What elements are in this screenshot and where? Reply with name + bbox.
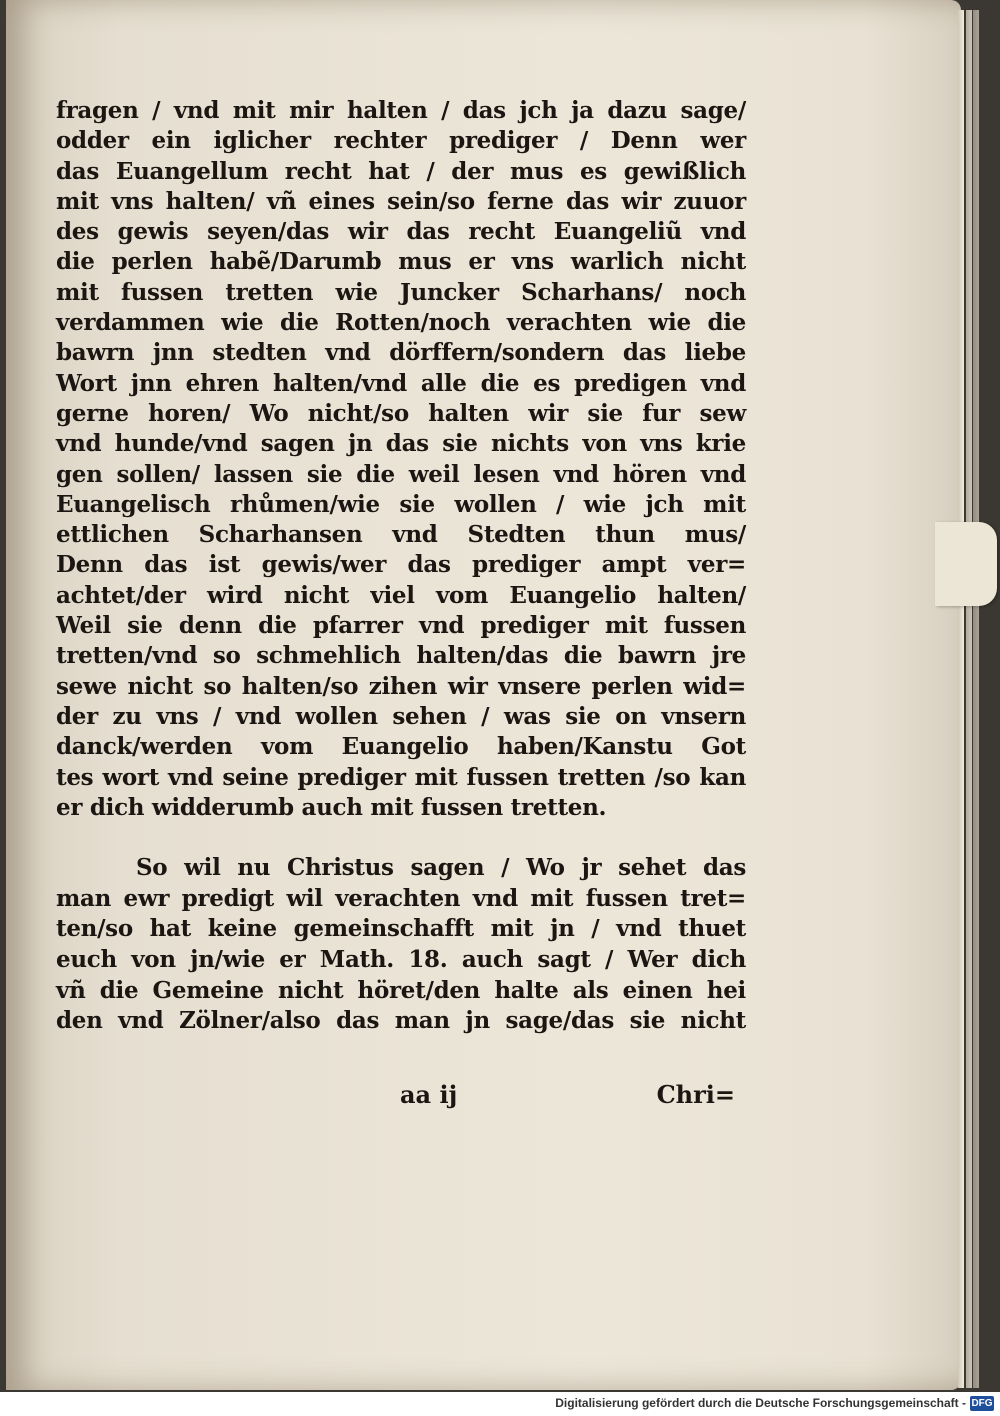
- text-line: Wort jnn ehren halten/vnd alle die es predigen vnd: [56, 369, 746, 397]
- text-line: vnd hunde/vnd sagen jn das sie nichts von vns krie: [56, 430, 746, 458]
- text-line: Denn das ist gewis/wer das prediger ampt ver=: [56, 551, 746, 579]
- footer-credit: Digitalisierung gefördert durch die Deutsche Forschungsgemeinschaft -: [555, 1396, 966, 1410]
- text-line: mit fussen tretten wie Juncker Scharhans/ noch: [56, 278, 746, 306]
- dfg-logo: DFG: [971, 1398, 993, 1409]
- text-line: So wil nu Christus sagen / Wo jr sehet das: [136, 854, 746, 882]
- text-line: fragen / vnd mit mir halten / das jch ja dazu sage/: [56, 97, 746, 124]
- text-line: ettlichen Scharhansen vnd Stedten thun mus/: [56, 521, 746, 549]
- text-line: der zu vns / vnd wollen sehen / was sie on vnsern: [56, 702, 746, 730]
- digitization-footer: [0, 1392, 1000, 1416]
- text-line: danck/werden vom Euangelio haben/Kanstu Got: [56, 733, 746, 761]
- text-line: tes wort vnd seine prediger mit fussen tretten /so kan: [56, 763, 746, 791]
- text-line: Euangelisch rhůmen/wie sie wollen / wie jch mit: [56, 490, 746, 518]
- page-tab-marker: [935, 522, 997, 606]
- text-line: die perlen habẽ/Darumb mus er vns warlich nicht: [56, 248, 746, 276]
- text-line: achtet/der wird nicht viel vom Euangelio halten/: [56, 581, 746, 609]
- text-line: vñ die Gemeine nicht höret/den halte als einen hei: [56, 976, 746, 1004]
- text-line: gen sollen/ lassen sie die weil lesen vnd hören vnd: [56, 460, 746, 488]
- paragraph-2: [56, 853, 746, 1037]
- text-line: man ewr predigt wil verachten vnd mit fussen tret=: [56, 884, 746, 912]
- text-line: mit vns halten/ vñ eines sein/so ferne das wir zuuor: [56, 187, 746, 215]
- text-line: verdammen wie die Rotten/noch verachten wie die: [56, 309, 746, 337]
- main-text-block: [56, 96, 746, 1037]
- text-line: euch von jn/wie er Math. 18. auch sagt / Wer dich: [56, 945, 746, 973]
- text-line: gerne horen/ Wo nicht/so halten wir sie fur sew: [56, 399, 746, 427]
- page-edge: [973, 10, 979, 1388]
- text-line: sewe nicht so halten/so zihen wir vnsere perlen wid=: [56, 672, 746, 700]
- text-line: den vnd Zölner/also das man jn sage/das sie nicht: [56, 1007, 746, 1035]
- text-line: Weil sie denn die pfarrer vnd prediger mit fussen: [56, 612, 746, 640]
- paragraph-1: [56, 96, 746, 823]
- signature-mark: aa ij: [400, 1080, 458, 1109]
- text-line: das Euangellum recht hat / der mus es gewißlich: [56, 157, 746, 185]
- text-line: tretten/vnd so schmehlich halten/das die bawrn jre: [56, 642, 746, 670]
- catchword: Chri=: [656, 1080, 735, 1109]
- page-edge: [966, 10, 972, 1388]
- page-edge: [958, 10, 964, 1388]
- text-line: des gewis seyen/das wir das recht Euangeliũ vnd: [56, 218, 746, 246]
- text-line: odder ein iglicher rechter prediger / Denn wer: [56, 127, 746, 155]
- text-line: bawrn jnn stedten vnd dörffern/sondern das liebe: [56, 339, 746, 367]
- text-line: er dich widderumb auch mit fussen tretten.: [56, 793, 607, 821]
- text-line: ten/so hat keine gemeinschafft mit jn / vnd thuet: [56, 915, 746, 943]
